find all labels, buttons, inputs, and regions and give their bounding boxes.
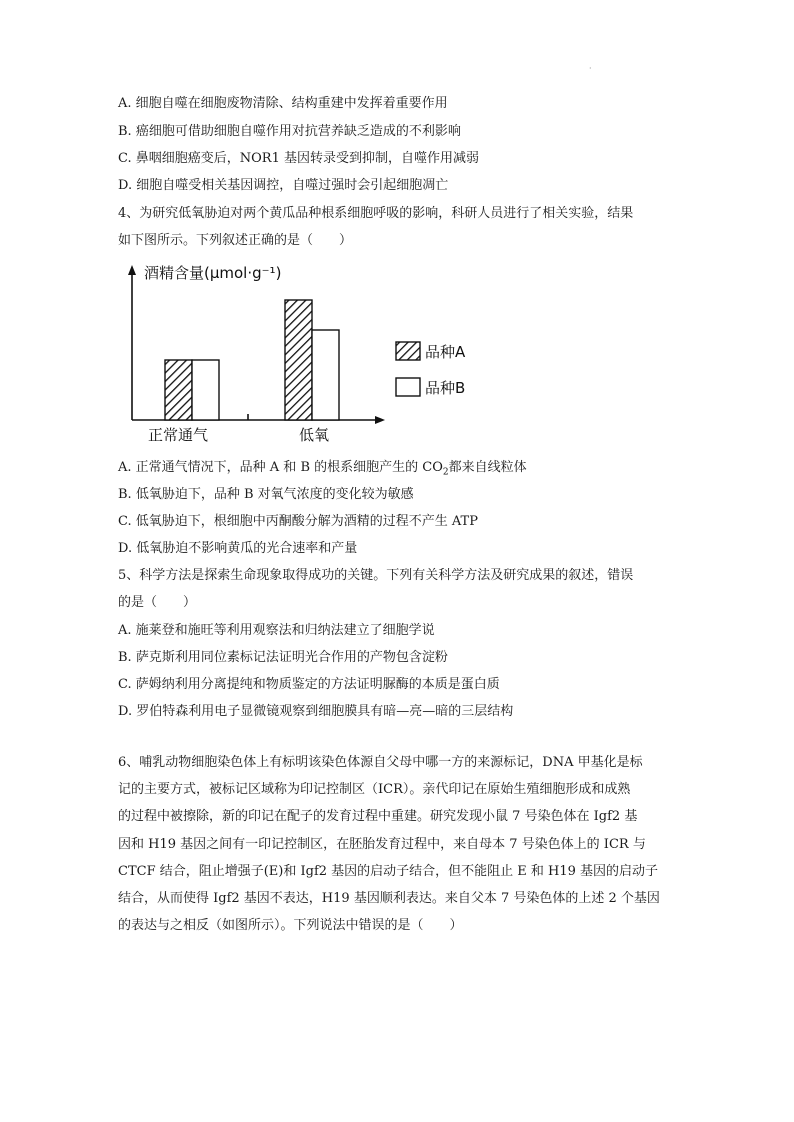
- legend-label-b: 品种B: [425, 379, 466, 397]
- q6-line-4: 因和 H19 基因之间有一印记控制区，在胚胎发育过程中，来自母本 7 号染色体上的 ICR 与: [118, 837, 646, 852]
- q5-option-d: D. 罗伯特森利用电子显微镜观察到细胞膜具有暗—亮—暗的三层结构: [118, 704, 514, 719]
- q4-option-c: C. 低氧胁迫下，根细胞中丙酮酸分解为酒精的过程不产生 ATP: [118, 514, 478, 529]
- q6-line-3: 的过程中被擦除，新的印记在配子的发育过程中重建。研究发现小鼠 7 号染色体在 Igf2 基: [118, 809, 638, 824]
- bar-a-normal: [165, 360, 192, 420]
- q4-option-d: D. 低氧胁迫不影响黄瓜的光合速率和产量: [118, 541, 358, 556]
- legend-swatch-b: [396, 378, 420, 396]
- prev-option-a: A. 细胞自噬在细胞废物清除、结构重建中发挥着重要作用: [118, 96, 448, 111]
- q5-option-a: A. 施莱登和施旺等利用观察法和归纳法建立了细胞学说: [118, 623, 435, 638]
- prev-option-d: D. 细胞自噬受相关基因调控，自噬过强时会引起细胞凋亡: [118, 178, 449, 193]
- x-tick-label-normal: 正常通气: [147, 426, 209, 444]
- prev-option-c: C. 鼻咽细胞癌变后，NOR1 基因转录受到抑制，自噬作用减弱: [118, 151, 479, 166]
- q5-option-b: B. 萨克斯利用同位素标记法证明光合作用的产物包含淀粉: [118, 650, 448, 665]
- q5-stem-line-2: 的是（ ）: [118, 595, 197, 610]
- q6-line-6: 结合，从而使得 Igf2 基因不表达，H19 基因顺利表达。来自父本 7 号染色体的上述 2 个基因: [118, 891, 660, 906]
- q6-line-1: 6、哺乳动物细胞染色体上有标明该染色体源自父母中哪一方的来源标记，DNA 甲基化是标: [118, 755, 643, 770]
- q6-line-5: CTCF 结合，阻止增强子(E)和 Igf2 基因的启动子结合，但不能阻止 E 和 H19 基因的启动子: [118, 864, 659, 879]
- bar-a-hypoxia: [285, 300, 312, 420]
- q4-stem-line-1: 4、为研究低氧胁迫对两个黄瓜品种根系细胞呼吸的影响，科研人员进行了相关实验，结果: [118, 206, 634, 221]
- q6-line-7: 的表达与之相反（如图所示）。下列说法中错误的是（ ）: [118, 918, 463, 933]
- q6-line-2: 记的主要方式，被标记区域称为印记控制区（ICR）。亲代印记在原始生殖细胞形成和成熟: [118, 782, 631, 797]
- q4-option-b: B. 低氧胁迫下，品种 B 对氧气浓度的变化较为敏感: [118, 487, 414, 502]
- prev-option-b: B. 癌细胞可借助细胞自噬作用对抗营养缺乏造成的不利影响: [118, 124, 461, 139]
- y-axis-label: 酒精含量(μmol·g⁻¹): [144, 264, 282, 282]
- bar-b-normal: [192, 360, 219, 420]
- q4-option-a: A. 正常通气情况下，品种 A 和 B 的根系细胞产生的 $CO_2$都来自线粒体: [118, 460, 527, 478]
- bar-b-hypoxia: [312, 330, 339, 420]
- legend-label-a: 品种A: [425, 343, 466, 361]
- q5-stem-line-1: 5、科学方法是探索生命现象取得成功的关键。下列有关科学方法及研究成果的叙述，错误: [118, 568, 634, 583]
- q4-stem-line-2: 如下图所示。下列叙述正确的是（ ）: [118, 233, 353, 248]
- alcohol-content-bar-chart: [118, 258, 488, 448]
- legend-swatch-a: [396, 342, 420, 360]
- page-corner-mark: ·: [589, 64, 592, 73]
- q5-option-c: C. 萨姆纳利用分离提纯和物质鉴定的方法证明脲酶的本质是蛋白质: [118, 677, 500, 692]
- x-tick-label-hypoxia: 低氧: [298, 426, 330, 444]
